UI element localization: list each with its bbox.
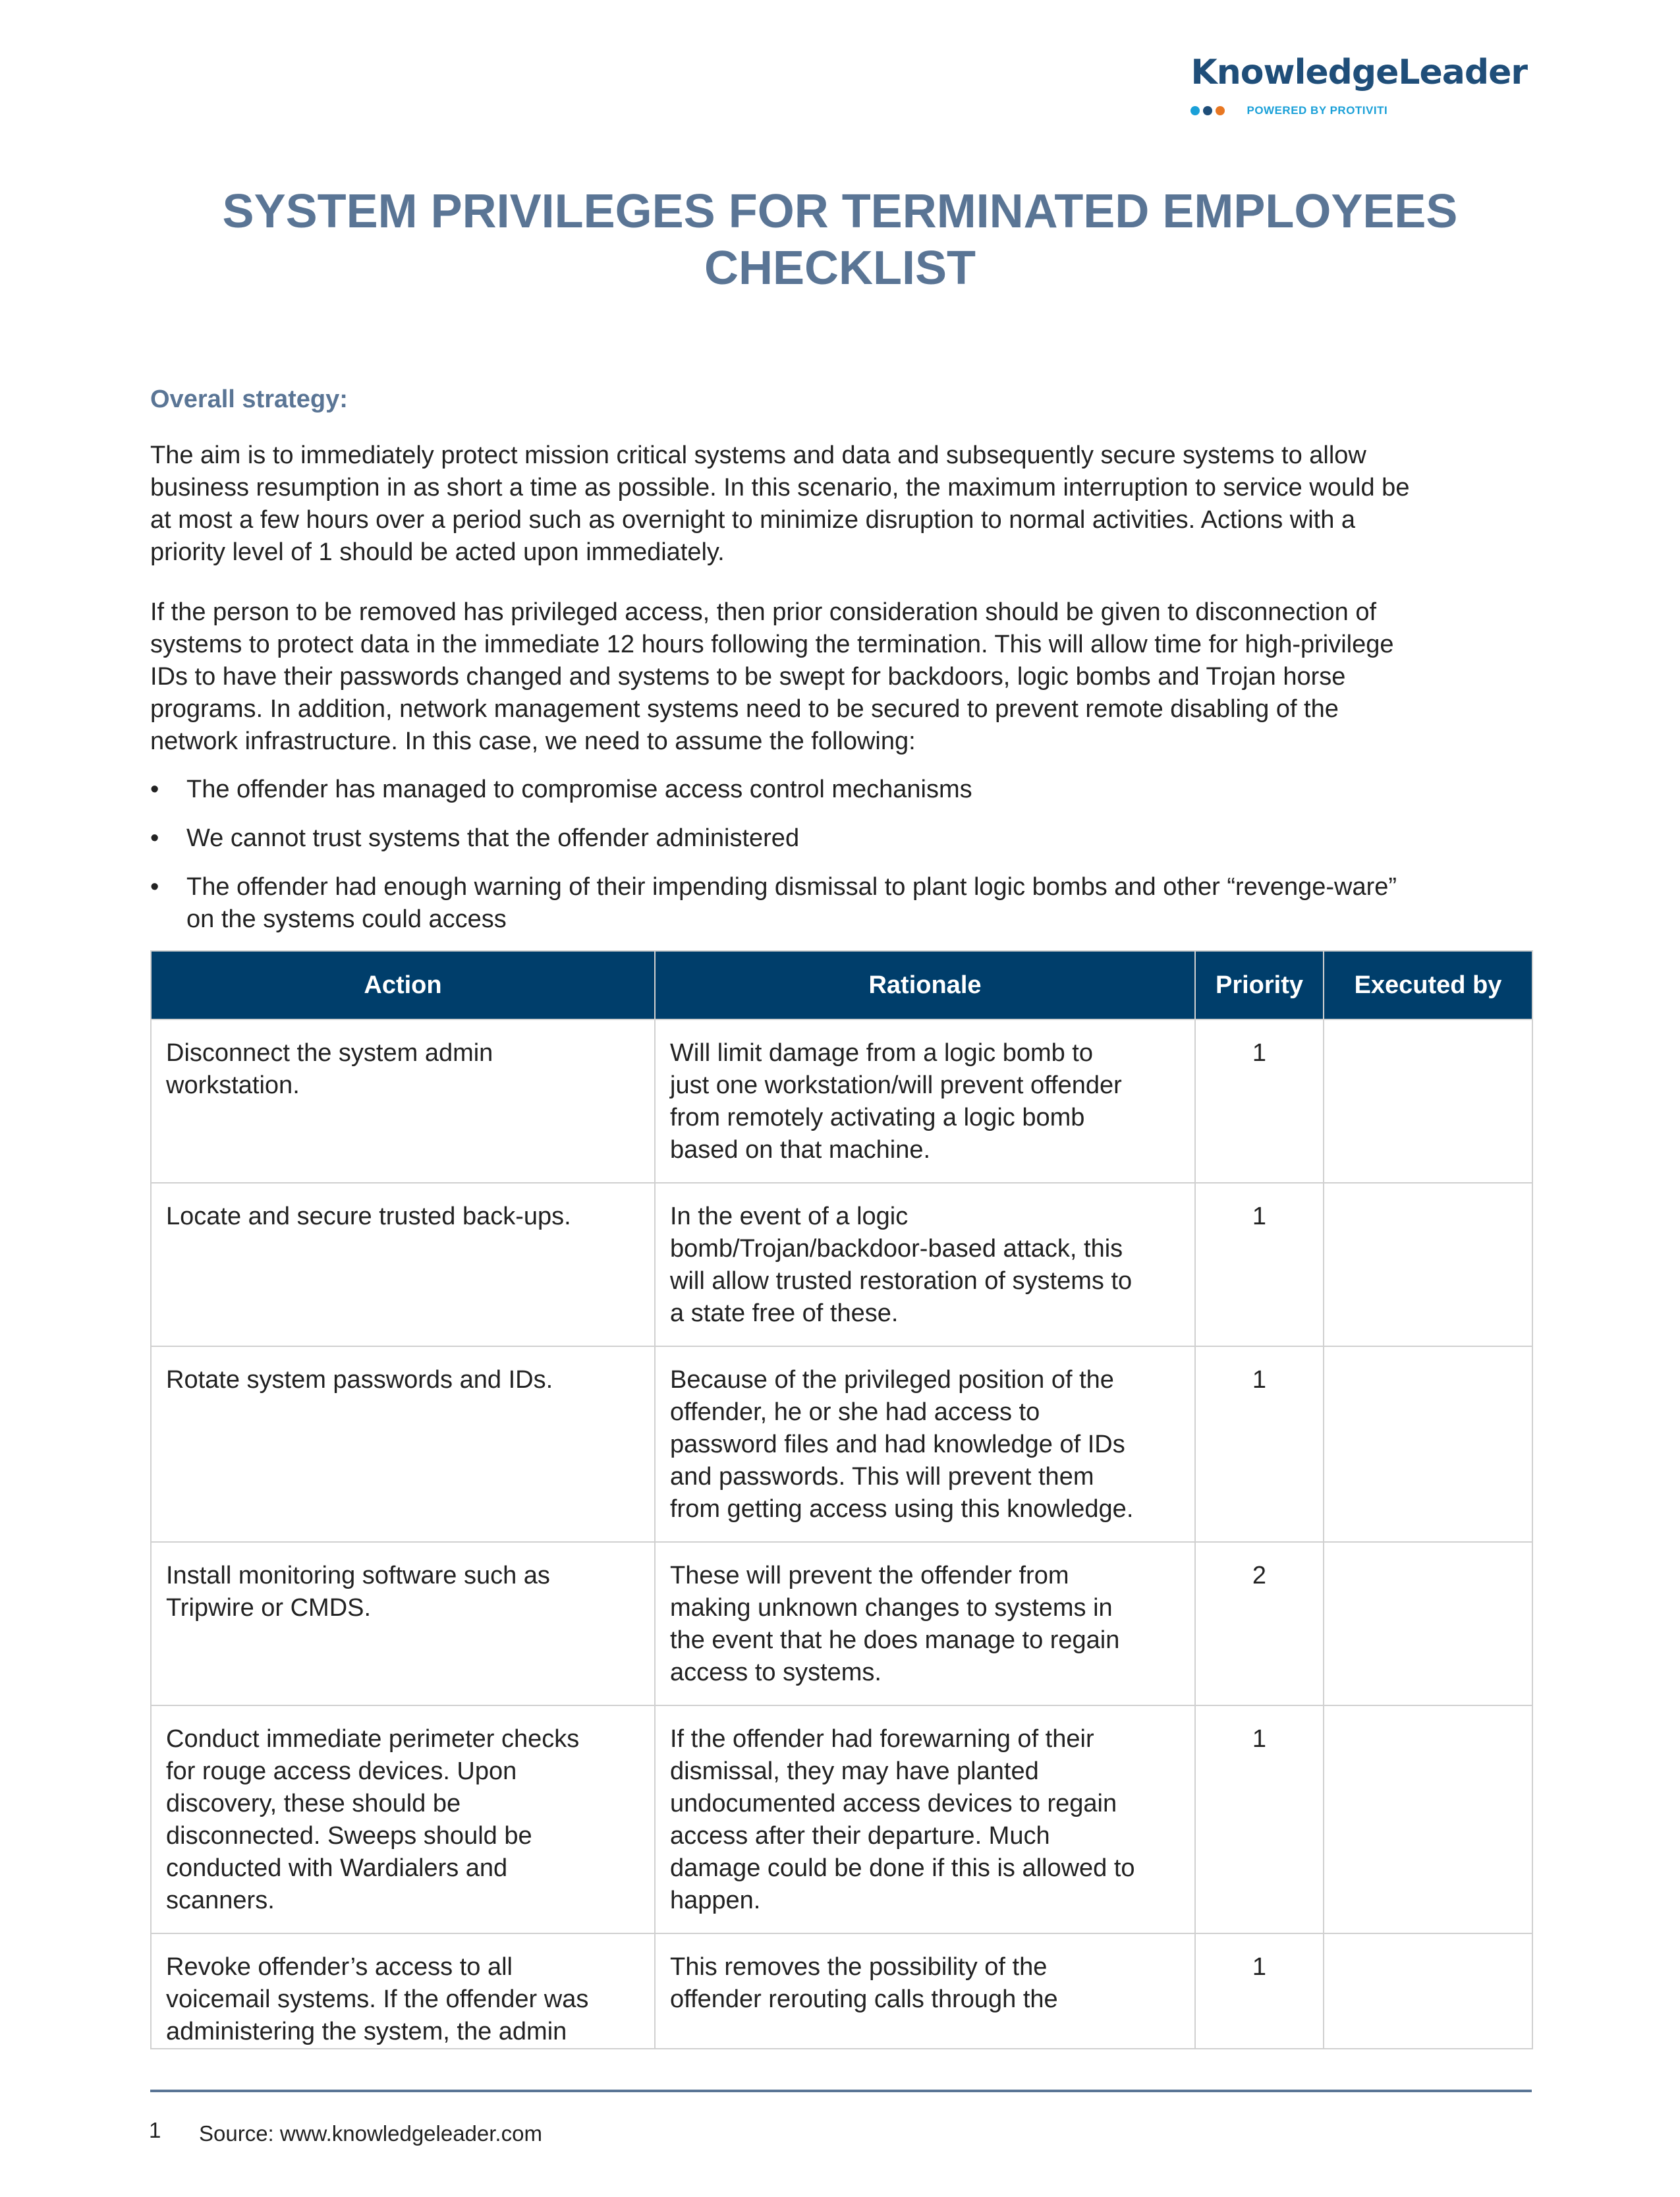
cell-line: happen. [670,1887,761,1914]
overall-strategy-heading: Overall strategy: [150,385,348,413]
cell-line: bomb/Trojan/backdoor-based attack, this [670,1235,1123,1263]
knowledgeleader-logo [1190,53,1527,117]
cell-line: disconnected. Sweeps should be [166,1822,532,1850]
priority-cell: 2 [1195,1542,1324,1705]
executed-by-cell[interactable] [1324,1019,1532,1183]
page-number: 1 [149,2118,161,2142]
cell-line: offender rerouting calls through the [670,1985,1058,2013]
logo-dot-3 [1216,106,1225,115]
paragraph-line: IDs to have their passwords changed and systems to be swept for backdoors, logic bombs and Trojan horse [150,663,1346,691]
cell-line: Tripwire or CMDS. [166,1594,372,1622]
executed-by-cell[interactable] [1324,1933,1532,2049]
logo-tagline: POWERED BY PROTIVITI [1246,104,1388,117]
list-item-text: The offender had enough warning of their impending dismissal to plant logic bombs and other “revenge-ware” [186,873,1397,901]
logo-dot-2 [1203,106,1212,115]
cell-line: offender, he or she had access to [670,1398,1040,1426]
cell-line: workstation. [166,1071,300,1099]
cell-line: undocumented access devices to regain [670,1790,1117,1817]
list-item [150,822,1397,855]
assumptions-list [150,774,1397,952]
rationale-cell [655,1346,1195,1542]
paragraph-line: If the person to be removed has privileged access, then prior consideration should be given to disconnection of [150,598,1377,626]
rationale-cell [655,1933,1195,2049]
cell-line: voicemail systems. If the offender was [166,1985,589,2013]
action-cell [151,1346,655,1542]
page-title [132,183,1548,297]
column-header-executed-by: Executed by [1324,951,1532,1019]
executed-by-cell[interactable] [1324,1183,1532,1346]
cell-line: access to systems. [670,1659,882,1686]
paragraph-line: network infrastructure. In this case, we need to assume the following: [150,728,916,755]
cell-line: from getting access using this knowledge. [670,1495,1134,1523]
cell-line: Install monitoring software such as [166,1562,550,1589]
paragraph-line: business resumption in as short a time as possible. In this scenario, the maximum interruption to service would be [150,474,1410,501]
rationale-cell [655,1183,1195,1346]
cell-line: damage could be done if this is allowed to [670,1854,1135,1882]
paragraph-line: systems to protect data in the immediate 12 hours following the termination. This will allow time for high-privilege [150,631,1394,658]
action-cell [151,1019,655,1183]
strategy-paragraph-2 [150,596,1547,758]
action-cell [151,1183,655,1346]
strategy-paragraph-1 [150,440,1547,569]
list-item [150,871,1397,936]
logo-dot-1 [1190,106,1200,115]
bullet-icon: • [150,824,159,852]
action-cell [151,1933,655,2049]
cell-line: Locate and secure trusted back-ups. [166,1203,571,1230]
list-item-text: We cannot trust systems that the offender administered [186,824,800,852]
cell-line: discovery, these should be [166,1790,461,1817]
table-row [151,1705,1532,1933]
table-row [151,1933,1532,2049]
priority-cell: 1 [1195,1933,1324,2049]
cell-line: from remotely activating a logic bomb [670,1104,1085,1131]
paragraph-line: The aim is to immediately protect mission critical systems and data and subsequently secure systems to allow [150,442,1366,469]
logo-brand: KnowledgeLeader [1190,53,1527,92]
cell-line: the event that he does manage to regain [670,1626,1120,1654]
column-header-rationale: Rationale [655,951,1195,1019]
rationale-cell [655,1705,1195,1933]
list-item-text: The offender has managed to compromise access control mechanisms [186,776,972,803]
rationale-cell [655,1542,1195,1705]
table-row [151,1019,1532,1183]
paragraph-line: programs. In addition, network management systems need to be secured to prevent remote disabling of the [150,695,1339,723]
list-item [150,774,1397,806]
cell-line: a state free of these. [670,1299,899,1327]
cell-line: Rotate system passwords and IDs. [166,1366,553,1394]
cell-line: based on that machine. [670,1136,931,1164]
cell-line: Revoke offender’s access to all [166,1953,513,1981]
logo-subline [1190,104,1527,117]
table-row [151,1542,1532,1705]
cell-line: administering the system, the admin [166,2018,567,2045]
paragraph-line: priority level of 1 should be acted upon immediately. [150,538,725,566]
checklist-table [150,950,1533,2049]
rationale-cell [655,1019,1195,1183]
footer-source: Source: www.knowledgeleader.com [199,2121,542,2146]
cell-line: Because of the privileged position of the [670,1366,1114,1394]
executed-by-cell[interactable] [1324,1542,1532,1705]
cell-line: will allow trusted restoration of systems to [670,1267,1133,1295]
cell-line: for rouge access devices. Upon [166,1757,517,1785]
priority-cell: 1 [1195,1019,1324,1183]
footer-divider [150,2090,1532,2092]
cell-line: password files and had knowledge of IDs [670,1431,1125,1458]
table-row [151,1183,1532,1346]
cell-line: making unknown changes to systems in [670,1594,1113,1622]
cell-line: and passwords. This will prevent them [670,1463,1094,1491]
column-header-priority: Priority [1195,951,1324,1019]
paragraph-line: at most a few hours over a period such as overnight to minimize disruption to normal activities. Actions with a [150,506,1356,534]
column-header-action: Action [151,951,655,1019]
table-header-row [151,951,1532,1019]
cell-line: dismissal, they may have planted [670,1757,1039,1785]
cell-line: If the offender had forewarning of their [670,1725,1094,1753]
priority-cell: 1 [1195,1183,1324,1346]
action-cell [151,1542,655,1705]
priority-cell: 1 [1195,1705,1324,1933]
cell-line: Disconnect the system admin [166,1039,493,1067]
executed-by-cell[interactable] [1324,1705,1532,1933]
cell-line: Will limit damage from a logic bomb to [670,1039,1093,1067]
cell-line: scanners. [166,1887,275,1914]
priority-cell: 1 [1195,1346,1324,1542]
cell-line: just one workstation/will prevent offender [670,1071,1122,1099]
page-title-line: CHECKLIST [704,242,976,295]
cell-line: In the event of a logic [670,1203,909,1230]
cell-line: Conduct immediate perimeter checks [166,1725,580,1753]
cell-line: conducted with Wardialers and [166,1854,508,1882]
action-cell [151,1705,655,1933]
cell-line: These will prevent the offender from [670,1562,1069,1589]
bullet-icon: • [150,873,159,901]
executed-by-cell[interactable] [1324,1346,1532,1542]
bullet-icon: • [150,776,159,803]
page-title-line: SYSTEM PRIVILEGES FOR TERMINATED EMPLOYEES [222,185,1458,238]
list-item-text: on the systems could access [186,905,507,933]
cell-line: access after their departure. Much [670,1822,1050,1850]
table-row [151,1346,1532,1542]
cell-line: This removes the possibility of the [670,1953,1048,1981]
